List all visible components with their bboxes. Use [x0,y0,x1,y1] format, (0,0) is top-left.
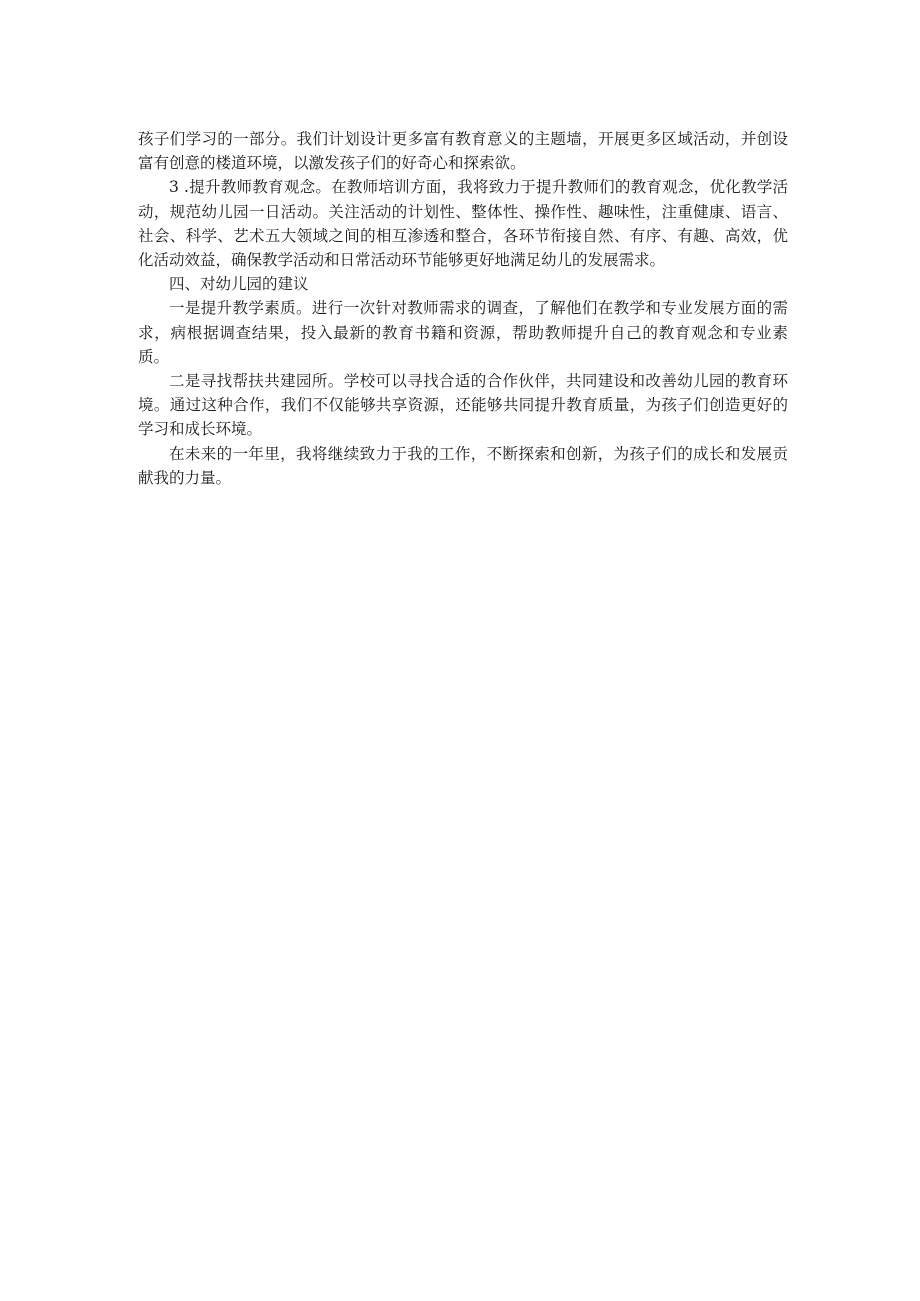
paragraph-teacher-concept: 3 .提升教师教育观念。在教师培训方面，我将致力于提升教师们的教育观念，优化教学活动，规范幼儿园一日活动。关注活动的计划性、整体性、操作性、趣味性，注重健康、语言、社会、科学、艺术五大领域之间的相互渗透和整合，各环节衔接自然、有序、有趣、高效，优化活动效益，确保教学活动和日常活动环节能够更好地满足幼儿的发展需求。 [138,178,788,270]
paragraph-suggestion-one: 一是提升教学素质。进行一次针对教师需求的调查，了解他们在教学和专业发展方面的需求，病根据调查结果，投入最新的教育书籍和资源，帮助教师提升自己的教育观念和专业素质。 [138,299,788,366]
paragraph-continuation: 孩子们学习的一部分。我们计划设计更多富有教育意义的主题墙，开展更多区域活动，并创设富有创意的楼道环境，以激发孩子们的好奇心和探索欲。 [138,130,788,173]
document-body [138,127,788,490]
section-heading-suggestions: 四、对幼儿园的建议 [169,275,309,294]
paragraph-closing: 在未来的一年里，我将继续致力于我的工作，不断探索和创新，为孩子们的成长和发展贡献我的力量。 [138,444,788,487]
paragraph-suggestion-two: 二是寻找帮扶共建园所。学校可以寻找合适的合作伙伴，共同建设和改善幼儿园的教育环境。通过这种合作，我们不仅能够共享资源，还能够共同提升教育质量，为孩子们创造更好的学习和成长环境。 [138,372,788,439]
